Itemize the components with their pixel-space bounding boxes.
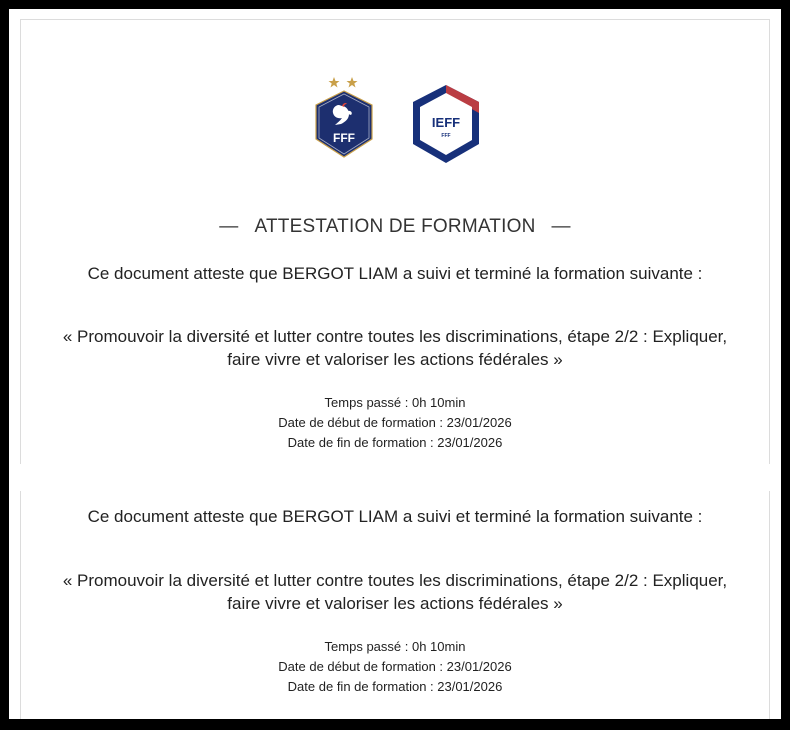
training-details: [21, 393, 769, 453]
attestation-intro: Ce document atteste que BERGOT LIAM a suivi et terminé la formation suivante :: [87, 264, 703, 283]
title-text: ATTESTATION DE FORMATION: [254, 216, 536, 237]
ieff-logo-text: IEFF: [431, 115, 461, 130]
time-spent: Temps passé : 0h 10min: [324, 639, 466, 654]
logo-row: [21, 75, 769, 165]
fff-logo-text: FFF: [333, 131, 355, 145]
star-icon: [347, 77, 358, 88]
star-icon: [329, 77, 340, 88]
training-details: [21, 637, 769, 697]
time-spent: Temps passé : 0h 10min: [324, 395, 466, 410]
document-frame: [9, 9, 781, 719]
title-dash-right: —: [551, 216, 571, 237]
certificate-title: [21, 216, 769, 238]
certificate-panel-repeat: [20, 491, 770, 719]
ieff-logo: [409, 83, 483, 165]
attestation-intro: Ce document atteste que BERGOT LIAM a suivi et terminé la formation suivante :: [87, 507, 703, 526]
fff-logo: [309, 75, 379, 163]
course-title: « Promouvoir la diversité et lutter contre toutes les discriminations, étape 2/2 : Expliquer, faire vivre et valoriser les actions fédérales »: [62, 571, 728, 613]
start-date: Date de début de formation : 23/01/2026: [278, 659, 512, 674]
end-date: Date de fin de formation : 23/01/2026: [287, 435, 503, 450]
course-title: « Promouvoir la diversité et lutter contre toutes les discriminations, étape 2/2 : Expliquer, faire vivre et valoriser les actions fédérales »: [62, 327, 728, 369]
section-gap: [9, 464, 781, 491]
title-dash-left: —: [219, 216, 239, 237]
certificate-panel: [20, 19, 770, 474]
start-date: Date de début de formation : 23/01/2026: [278, 415, 512, 430]
end-date: Date de fin de formation : 23/01/2026: [287, 679, 503, 694]
ieff-logo-subtext: FFF: [441, 133, 451, 139]
